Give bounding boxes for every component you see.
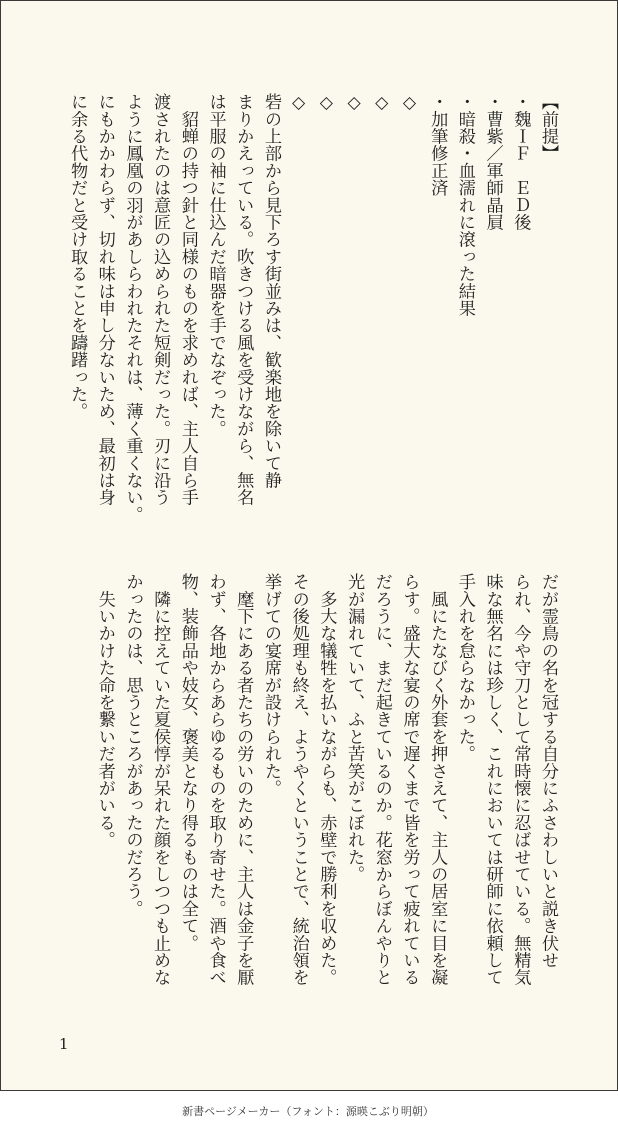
text-line: 手入れを怠らなかった。 (454, 573, 475, 763)
text-line: まりかえっている。吹きつける風を受けながら、無名 (233, 93, 254, 506)
text-line: にもかかわらず、切れ味は申し分ないため、最初は身 (94, 93, 115, 506)
premise-item: ・暗殺・血濡れに滾った結果 (454, 93, 475, 317)
text-line: 挙げての宴席が設けられた。 (260, 573, 281, 797)
premise-item: ・加筆修正済 (427, 93, 448, 197)
separator-diamond: ◇ (344, 93, 365, 113)
separator-diamond: ◇ (288, 93, 309, 113)
text-line: ように鳳凰の羽があしらわれたそれは、薄く重くない。 (122, 93, 143, 523)
separator-diamond: ◇ (316, 93, 337, 113)
text-line: 渡されたのは意匠の込められた短剣だった。刃に沿う (150, 93, 171, 506)
text-line: らす。盛大な宴の席で遅くまで皆を労って疲れている (399, 573, 420, 986)
text-line: は平服の袖に仕込んだ暗器を手でなぞった。 (205, 93, 226, 437)
text-line: 砦の上部から見下ろす街並みは、歓楽地を除いて静 (260, 93, 281, 489)
text-line: 味な無名には珍しく、これにおいては研師に依頼して (482, 573, 503, 986)
text-line: に余る代物だと受け取ることを躊躇った。 (67, 93, 88, 420)
text-line: 風にたなびく外套を押さえて、主人の居室に目を凝 (427, 573, 448, 986)
text-line: だろうに、まだ起きているのか。花窓からぼんやりと (371, 573, 392, 986)
text-line: 光が漏れていて、ふと苦笑がこぼれた。 (344, 573, 365, 883)
text-line: 多大な犠牲を払いながらも、赤壁で勝利を収めた。 (316, 573, 337, 986)
top-text-column (62, 93, 561, 523)
text-line: 貂蝉の持つ針と同様のものを求めれば、主人自ら手 (177, 93, 198, 506)
text-line: その後処理も終え、ようやくということで、統治領を (288, 573, 309, 986)
text-line: わず、各地からあらゆるものを取り寄せた。酒や食べ (205, 573, 226, 986)
text-line: 失いかけた命を繋いだ者がいる。 (94, 573, 115, 849)
premise-item: ・曹紫／軍師晶屓 (482, 93, 503, 231)
separator-diamond: ◇ (371, 93, 392, 113)
text-line: 麾下にある者たちの労いのために、主人は金子を厭 (233, 573, 254, 986)
text-line: かったのは、思うところがあったのだろう。 (122, 573, 143, 917)
section-separator (284, 93, 423, 523)
text-line: 隣に控えていた夏侯惇が呆れた顔をしつつも止めな (150, 573, 171, 986)
text-line: 物、装飾品や妓女、褒美となり得るものは全て。 (177, 573, 198, 952)
premise-heading: 【前提】 (538, 93, 558, 162)
footer-credit: 新書ページメーカー（フォント：源暎こぶり明朝） (182, 1105, 434, 1118)
bottom-text-column (90, 573, 561, 986)
text-line: られ、今や守刀として常時懐に忍ばせている。無精気 (510, 573, 531, 986)
page-number: 1 (59, 1035, 69, 1053)
premise-item: ・魏ＩＦ ＥＤ後 (510, 93, 531, 231)
separator-diamond: ◇ (399, 93, 420, 113)
text-line: だが霊鳥の名を冠する自分にふさわしいと説き伏せ (538, 573, 558, 969)
